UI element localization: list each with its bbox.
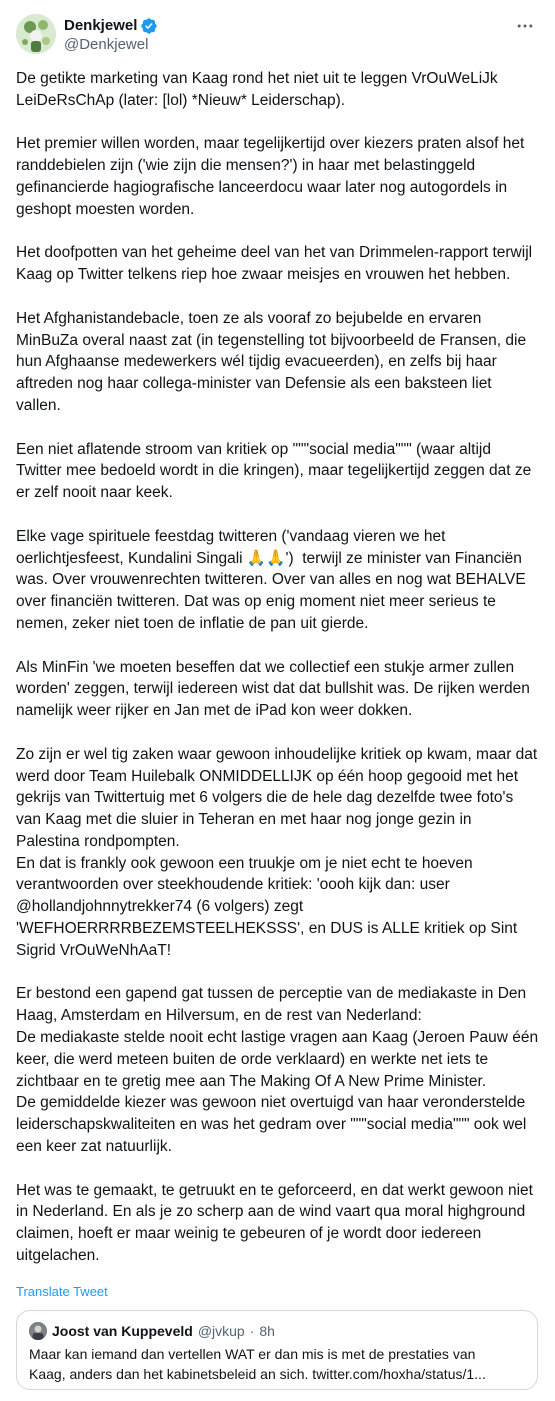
tweet-paragraph: Als MinFin 'we moeten beseffen dat we collectief een stukje armer zullen worden' zeggen, terwijl iedereen wist dat dat bullshit was. De rijken werden namelijk weer rijker en Jan met de iPad kon weer dokken. <box>16 658 535 720</box>
quoted-tweet-header <box>29 1321 525 1341</box>
quoted-author-handle: @jvkup <box>197 1323 245 1339</box>
more-horizontal-icon[interactable] <box>513 14 537 38</box>
author-avatar[interactable] <box>16 14 56 54</box>
quoted-tweet-text <box>29 1345 525 1384</box>
quoted-tweet-line: Kaag, anders dan het kabinetsbeleid an sich. twitter.com/hoxha/status/1... <box>29 1365 486 1382</box>
quoted-tweet-line: Maar kan iemand dan vertellen WAT er dan mis is met de prestaties van <box>29 1346 476 1362</box>
separator-dot: · <box>249 1323 255 1339</box>
verified-badge-icon <box>140 17 158 35</box>
tweet-paragraph: Het was te gemaakt, te getruukt en te geforceerd, en dat werkt gewoon niet in Nederland. En als je zo scherp aan de wind vaart qua moral highground claimen, hoeft er maar weinig te gebeuren of je wordt door iedereen uitgelachen. <box>16 1181 538 1265</box>
tweet-paragraph: Het premier willen worden, maar tegelijkertijd over kiezers praten alsof het randdebielen zijn ('wie zijn die mensen?') in haar met belastinggeld gefinancierde hagiografische lanceerdocu waar later nog autogordels in geshopt moesten worden. <box>16 135 529 218</box>
translate-tweet-link[interactable]: Translate Tweet <box>16 1284 108 1299</box>
tweet-paragraph: Elke vage spirituele feestdag twitteren ('vandaag vieren we het oerlichtjesfeest, Kundalini Singali 🙏🙏') terwijl ze minister van Financiën was. Over vrouwenrechten twitteren. Over van alles en nog wat BEHALVE over financiën twitteren. Dat was op enig moment niet meer serieus te nemen, zeker niet toen de inflatie de pan uit gierde. <box>16 527 531 632</box>
quoted-author-avatar <box>29 1322 47 1340</box>
author-display-name[interactable]: Denkjewel <box>64 17 138 34</box>
tweet-paragraph: De getikte marketing van Kaag rond het niet uit te leggen VrOuWeLiJk LeiDeRsChAp (later: [lol) *Nieuw* Leiderschap). <box>16 70 502 109</box>
tweet-body <box>16 68 539 1267</box>
tweet-paragraph: Het Afghanistandebacle, toen ze als vooraf zo bejubelde en ervaren MinBuZa overal naast zat (in tegenstelling tot bijvoorbeeld de Fransen, die hun Afghaanse medewerkers wél tijdig evacueerden), en zelfs bij haar aftreden nog haar collega-minister van Defensie als een baksteen liet vallen. <box>16 309 531 414</box>
quoted-tweet-time: 8h <box>259 1323 275 1339</box>
quoted-author-name: Joost van Kuppeveld <box>52 1323 193 1339</box>
tweet-paragraph: Er bestond een gapend gat tussen de perceptie van de mediakaste in Den Haag, Amsterdam en Hilversum, en de rest van Nederland: De mediakaste stelde nooit echt lastige vragen aan Kaag (Jeroen Pauw één keer, die werd meteen buiten de orde verklaard) en werkte net iets te zichtbaar en te gretig mee aan The Making Of A New Prime Minister. De gemiddelde kiezer was gewoon niet overtuigd van haar veronderstelde leiderschapskwaliteiten en was het gedram over """social media""" ook wel een keer zat natuurlijk. <box>16 985 539 1156</box>
quoted-tweet-card[interactable] <box>16 1310 538 1390</box>
author-handle[interactable]: @Denkjewel <box>64 36 149 53</box>
author-name-row <box>64 16 158 36</box>
tweet-paragraph: Een niet aflatende stroom van kritiek op """social media""" (waar altijd Twitter mee bedoeld wordt in die kringen), maar tegelijkertijd zeggen dat ze er zelf nooit naar keek. <box>16 440 536 502</box>
tweet-paragraph: Zo zijn er wel tig zaken waar gewoon inhoudelijke kritiek op kwam, maar dat werd door Team Huilebalk ONMIDDELLIJK op één hoop gegooid met het gekrijs van Twittertuig met 6 volgers die de hele dag dezelfde twee foto's van Kaag met die sluier in Teheran en met haar nog jonge gezin in Palestina rondpompten. En dat is frankly ook gewoon een truukje om je niet echt te hoeven verantwoorden over steekhoudende kritiek: 'oooh kijk dan: user @hollandjohnnytrekker74 (6 volgers) zegt 'WEFHOERRRRBEZEMSTEELHEKSSS', en DUS is ALLE kritiek op Sint Sigrid VrOuWeNhAaT! <box>16 745 538 959</box>
tweet-paragraph: Het doofpotten van het geheime deel van het van Drimmelen-rapport terwijl Kaag op Twitter telkens riep hoe zwaar meisjes en vrouwen het hebben. <box>16 244 537 284</box>
